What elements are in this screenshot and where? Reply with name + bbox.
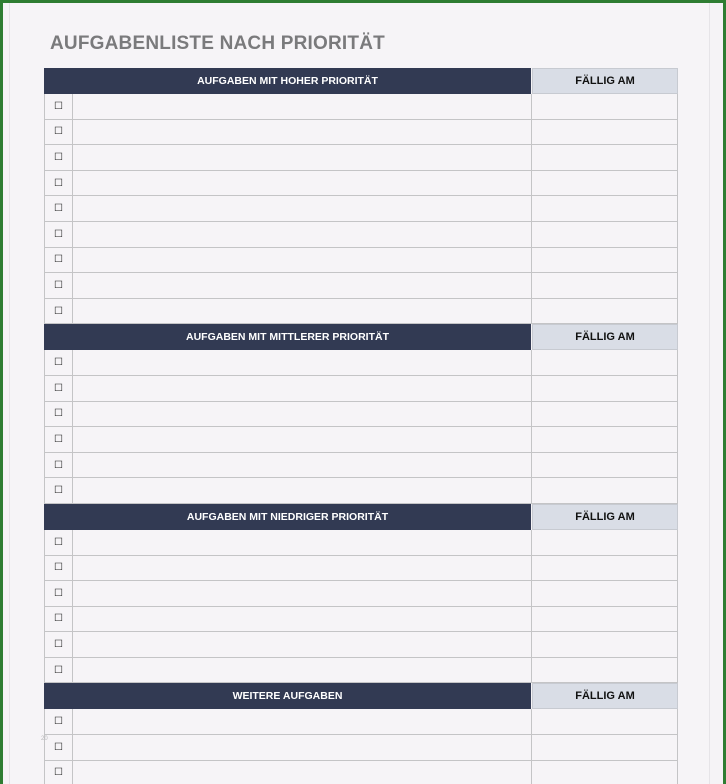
task-cell[interactable] — [73, 658, 532, 684]
due-date-cell[interactable] — [532, 478, 678, 504]
due-date-cell[interactable] — [532, 761, 678, 784]
section-title-low: AUFGABEN MIT NIEDRIGER PRIORITÄT — [44, 504, 532, 530]
task-checkbox[interactable]: ☐ — [44, 145, 73, 171]
task-cell[interactable] — [73, 761, 532, 784]
page-marker: 20 — [41, 736, 48, 742]
task-checkbox[interactable]: ☐ — [44, 299, 73, 325]
task-checkbox[interactable]: ☐ — [44, 453, 73, 479]
task-cell[interactable] — [73, 556, 532, 582]
due-date-cell[interactable] — [532, 350, 678, 376]
task-checkbox[interactable]: ☐ — [44, 273, 73, 299]
task-cell[interactable] — [73, 735, 532, 761]
section-header-other — [44, 683, 678, 709]
task-row — [44, 196, 678, 222]
task-checkbox[interactable]: ☐ — [44, 478, 73, 504]
due-date-cell[interactable] — [532, 120, 678, 146]
task-cell[interactable] — [73, 222, 532, 248]
section-title-other: WEITERE AUFGABEN — [44, 683, 532, 709]
task-cell[interactable] — [73, 530, 532, 556]
section-header-medium — [44, 324, 678, 350]
document-frame — [3, 3, 723, 784]
due-date-cell[interactable] — [532, 248, 678, 274]
section-title-high: AUFGABEN MIT HOHER PRIORITÄT — [44, 68, 532, 94]
task-checkbox[interactable]: ☐ — [44, 402, 73, 428]
due-date-cell[interactable] — [532, 273, 678, 299]
task-checkbox[interactable]: ☐ — [44, 171, 73, 197]
task-row — [44, 376, 678, 402]
due-date-header-medium: FÄLLIG AM — [532, 324, 678, 350]
task-checkbox[interactable]: ☐ — [44, 632, 73, 658]
task-checkbox[interactable]: ☐ — [44, 94, 73, 120]
task-row — [44, 761, 678, 784]
due-date-header-other: FÄLLIG AM — [532, 683, 678, 709]
due-date-cell[interactable] — [532, 658, 678, 684]
task-checkbox[interactable]: ☐ — [44, 222, 73, 248]
task-row — [44, 94, 678, 120]
due-date-cell[interactable] — [532, 530, 678, 556]
task-row — [44, 530, 678, 556]
due-date-cell[interactable] — [532, 196, 678, 222]
task-checkbox[interactable]: ☐ — [44, 120, 73, 146]
task-row — [44, 607, 678, 633]
due-date-cell[interactable] — [532, 735, 678, 761]
page-title: AUFGABENLISTE NACH PRIORITÄT — [50, 33, 385, 54]
task-row — [44, 735, 678, 761]
due-date-cell[interactable] — [532, 607, 678, 633]
task-checkbox[interactable]: ☐ — [44, 735, 73, 761]
task-checkbox[interactable]: ☐ — [44, 376, 73, 402]
task-row — [44, 709, 678, 735]
due-date-header-high: FÄLLIG AM — [532, 68, 678, 94]
due-date-cell[interactable] — [532, 556, 678, 582]
task-row — [44, 632, 678, 658]
task-row — [44, 478, 678, 504]
task-cell[interactable] — [73, 402, 532, 428]
task-cell[interactable] — [73, 453, 532, 479]
task-checkbox[interactable]: ☐ — [44, 556, 73, 582]
task-checkbox[interactable]: ☐ — [44, 709, 73, 735]
task-row — [44, 171, 678, 197]
task-row — [44, 248, 678, 274]
due-date-cell[interactable] — [532, 299, 678, 325]
task-cell[interactable] — [73, 607, 532, 633]
task-row — [44, 350, 678, 376]
task-cell[interactable] — [73, 94, 532, 120]
task-row — [44, 273, 678, 299]
due-date-cell[interactable] — [532, 222, 678, 248]
task-checkbox[interactable]: ☐ — [44, 607, 73, 633]
task-row — [44, 120, 678, 146]
task-cell[interactable] — [73, 376, 532, 402]
task-row — [44, 658, 678, 684]
task-row — [44, 145, 678, 171]
task-cell[interactable] — [73, 120, 532, 146]
task-checkbox[interactable]: ☐ — [44, 581, 73, 607]
section-header-high — [44, 68, 678, 94]
due-date-header-low: FÄLLIG AM — [532, 504, 678, 530]
task-cell[interactable] — [73, 478, 532, 504]
due-date-cell[interactable] — [532, 376, 678, 402]
section-title-medium: AUFGABEN MIT MITTLERER PRIORITÄT — [44, 324, 532, 350]
task-checkbox[interactable]: ☐ — [44, 248, 73, 274]
task-cell[interactable] — [73, 581, 532, 607]
due-date-cell[interactable] — [532, 632, 678, 658]
task-cell[interactable] — [73, 299, 532, 325]
task-cell[interactable] — [73, 427, 532, 453]
section-header-low — [44, 504, 678, 530]
task-row — [44, 427, 678, 453]
due-date-cell[interactable] — [532, 427, 678, 453]
due-date-cell[interactable] — [532, 402, 678, 428]
task-row — [44, 222, 678, 248]
task-checkbox[interactable]: ☐ — [44, 530, 73, 556]
task-table — [44, 68, 678, 784]
due-date-cell[interactable] — [532, 171, 678, 197]
task-checkbox[interactable]: ☐ — [44, 427, 73, 453]
task-checkbox[interactable]: ☐ — [44, 761, 73, 784]
due-date-cell[interactable] — [532, 581, 678, 607]
due-date-cell[interactable] — [532, 145, 678, 171]
task-cell[interactable] — [73, 632, 532, 658]
task-checkbox[interactable]: ☐ — [44, 196, 73, 222]
task-row — [44, 581, 678, 607]
task-cell[interactable] — [73, 248, 532, 274]
task-row — [44, 453, 678, 479]
due-date-cell[interactable] — [532, 709, 678, 735]
task-cell[interactable] — [73, 273, 532, 299]
task-row — [44, 299, 678, 325]
task-cell[interactable] — [73, 171, 532, 197]
task-cell[interactable] — [73, 145, 532, 171]
task-cell[interactable] — [73, 709, 532, 735]
due-date-cell[interactable] — [532, 94, 678, 120]
task-cell[interactable] — [73, 196, 532, 222]
due-date-cell[interactable] — [532, 453, 678, 479]
task-checkbox[interactable]: ☐ — [44, 658, 73, 684]
task-row — [44, 402, 678, 428]
task-cell[interactable] — [73, 350, 532, 376]
task-checkbox[interactable]: ☐ — [44, 350, 73, 376]
task-row — [44, 556, 678, 582]
